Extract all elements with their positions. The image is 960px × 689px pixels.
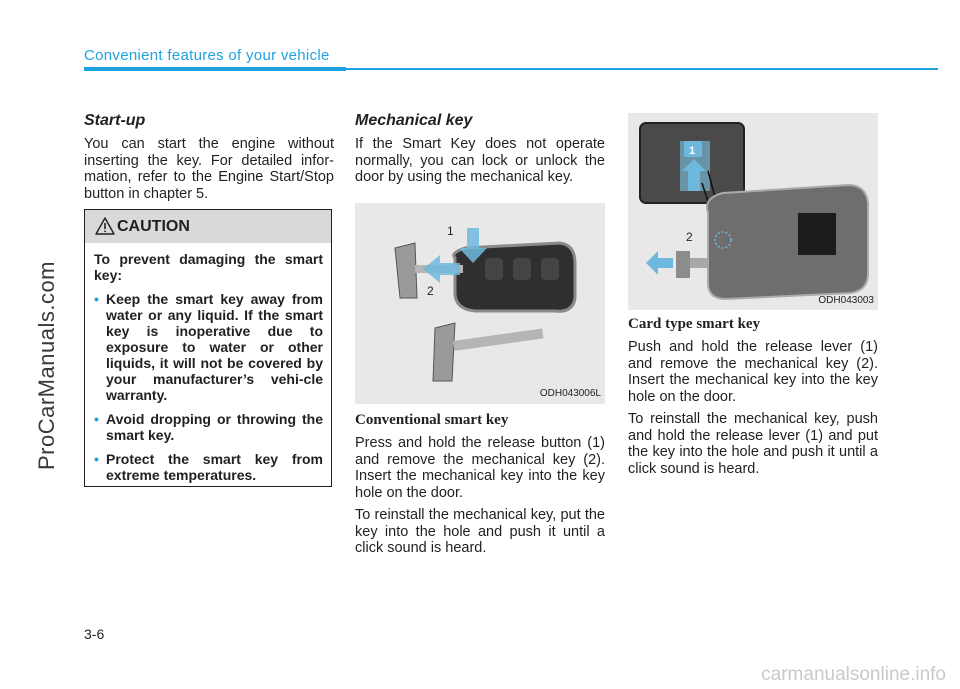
caution-intro: To prevent damaging the smart key:: [94, 251, 323, 283]
warning-triangle-icon: [95, 217, 115, 235]
header-rule-thin: [346, 68, 938, 70]
caution-list: [94, 291, 323, 483]
startup-heading: Start-up: [84, 112, 146, 129]
conventional-section: [355, 412, 605, 557]
startup-text: You can start the engine without inserting the key. For detailed infor-mation, refer to the Engine Start/Stop button in chapter 5.: [84, 136, 334, 202]
figure-code: ODH043006L: [539, 388, 601, 399]
page-number: 3-6: [84, 626, 105, 642]
bottom-watermark: carmanualsonline.info: [761, 664, 946, 685]
section-title: Convenient features of your vehicle: [84, 47, 330, 64]
callout-2: 2: [686, 230, 693, 244]
conventional-heading: Conventional smart key: [355, 412, 509, 428]
mechanical-text: If the Smart Key does not operate normally, you can lock or unlock the door by using the mechanical key.: [355, 136, 605, 185]
conventional-key-illustration: [355, 203, 605, 404]
card-section: [628, 316, 878, 477]
conventional-text-2: To reinstall the mechanical key, put the key into the hole and push it until a click sound is heard.: [355, 507, 605, 556]
card-text-1: Push and hold the release lever (1) and remove the mechanical key (2). Insert the mechanical key into the key hole on the door.: [628, 339, 878, 405]
header-rule-thick: [84, 67, 346, 71]
caution-header: [85, 210, 331, 243]
callout-1: 1: [689, 145, 696, 157]
callout-1: 1: [447, 224, 454, 238]
callout-2: 2: [427, 284, 434, 298]
card-heading: Card type smart key: [628, 316, 761, 332]
mechanical-heading: Mechanical key: [355, 112, 473, 129]
caution-item: • Protect the smart key from extreme temperatures.: [94, 451, 323, 483]
card-key-figure: [628, 113, 878, 310]
conventional-key-figure: [355, 203, 605, 404]
caution-item: • Avoid dropping or throwing the smart key.: [94, 411, 323, 443]
conventional-text-1: Press and hold the release button (1) and remove the mechanical key (2). Insert the mechanical key into the key hole on the door.: [355, 435, 605, 501]
card-key-illustration: [628, 113, 878, 310]
mechanical-section: [355, 112, 605, 186]
caution-body: [85, 243, 331, 483]
side-watermark: ProCarManuals.com: [34, 260, 59, 470]
startup-section: [84, 112, 334, 202]
caution-box: [84, 209, 332, 487]
caution-item: • Keep the smart key away from water or any liquid. If the smart key is inoperative due to exposure to water or other liquids, it will not be covered by your manufacturer’s vehi-cle warranty.: [94, 291, 323, 403]
caution-title: CAUTION: [117, 218, 190, 235]
card-text-2: To reinstall the mechanical key, push and hold the release lever (1) and put the key into the hole and push it until a click sound is heard.: [628, 411, 878, 477]
figure-code: ODH043003: [818, 295, 874, 306]
